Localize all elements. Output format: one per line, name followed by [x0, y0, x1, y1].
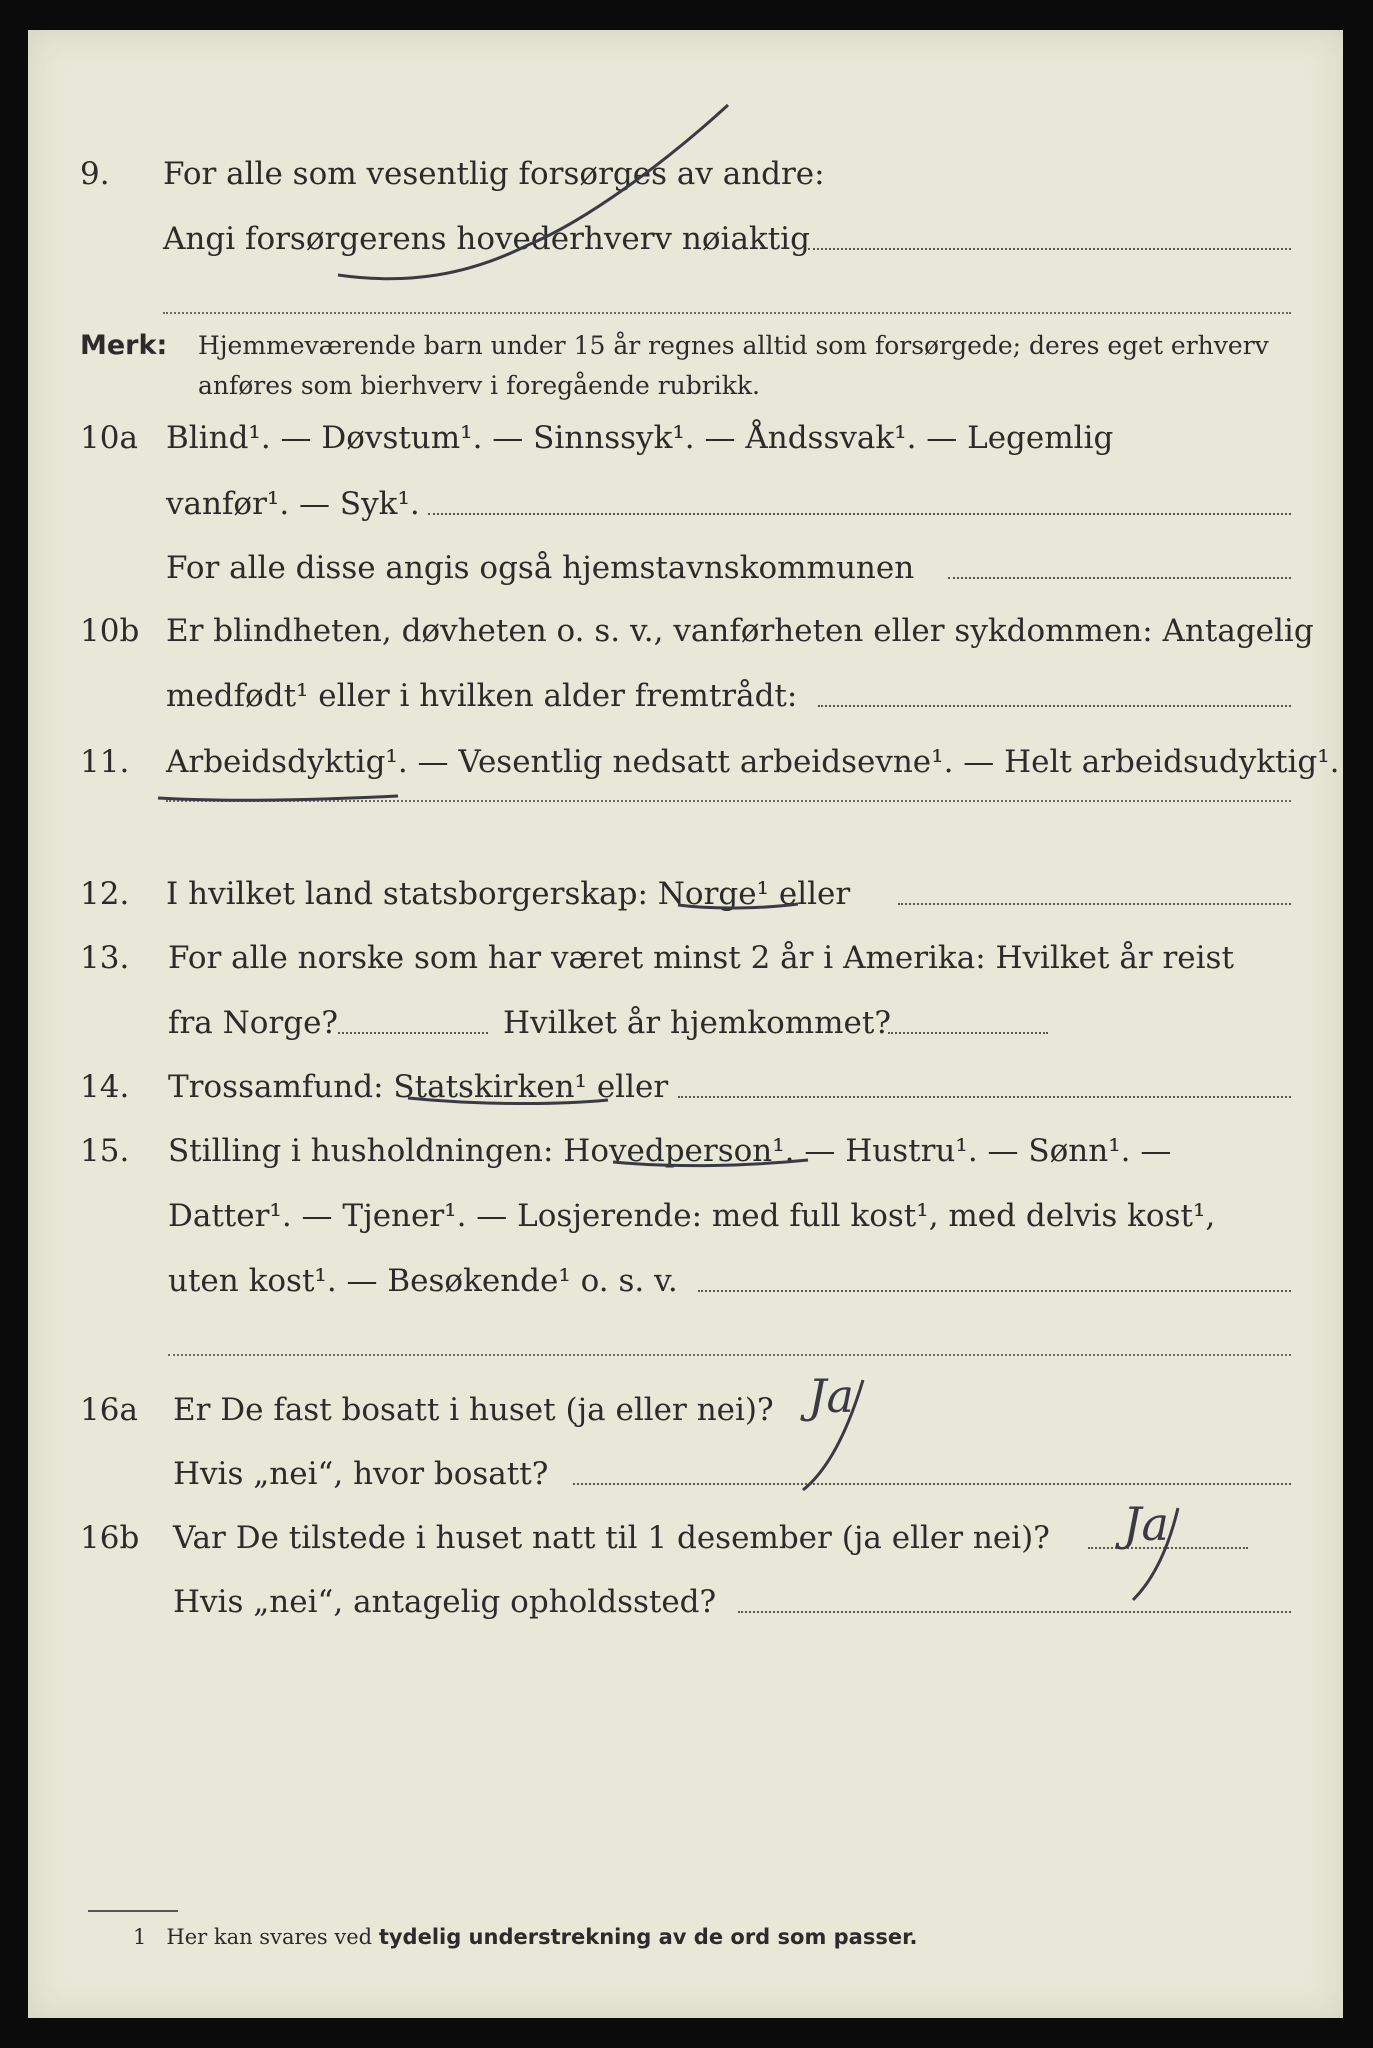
- question-10a-line-1: Blind¹. — Døvstum¹. — Sinnssyk¹. — Åndssvak¹. — Legemlig: [166, 420, 1114, 456]
- answer-line[interactable]: [168, 1354, 1291, 1356]
- question-number: 10b: [80, 613, 140, 649]
- question-number: 16b: [80, 1520, 140, 1556]
- question-number: 15.: [80, 1133, 130, 1169]
- question-number: 10a: [80, 420, 138, 456]
- question-14-line-1: Trossamfund: Statskirken¹ eller: [168, 1069, 669, 1105]
- answer-line[interactable]: [573, 1483, 1291, 1485]
- question-16b-line-1: Var De tilstede i huset natt til 1 desember (ja eller nei)?: [173, 1520, 1050, 1556]
- answer-line[interactable]: [948, 577, 1291, 579]
- question-number: 13.: [80, 940, 130, 976]
- question-13-line-1: For alle norske som har været minst 2 år i Amerika: Hvilket år reist: [168, 940, 1234, 976]
- note-label: Merk:: [80, 330, 168, 361]
- answer-line[interactable]: [338, 1032, 488, 1034]
- question-number: 12.: [80, 876, 130, 912]
- question-13-line-2a: fra Norge?: [168, 1005, 339, 1041]
- answer-line[interactable]: [808, 248, 1291, 250]
- question-number: 11.: [80, 744, 130, 780]
- question-15-line-1: Stilling i husholdningen: Hovedperson¹. — Hustru¹. — Sønn¹. —: [168, 1133, 1172, 1169]
- question-10b-line-2: medfødt¹ eller i hvilken alder fremtrådt:: [166, 678, 798, 714]
- question-number: 16a: [80, 1392, 138, 1428]
- question-10a-line-2: vanfør¹. — Syk¹.: [166, 486, 420, 522]
- footnote-rule: [88, 1910, 178, 1912]
- answer-line[interactable]: [898, 903, 1291, 905]
- answer-line[interactable]: [428, 513, 1291, 515]
- question-number: 9.: [80, 156, 110, 192]
- question-16a-line-1: Er De fast bosatt i huset (ja eller nei)?: [173, 1392, 774, 1428]
- question-10a-line-3: For alle disse angis også hjemstavnskommunen: [166, 550, 915, 586]
- answer-line[interactable]: [888, 1032, 1048, 1034]
- answer-line[interactable]: [163, 312, 1291, 314]
- note-line-1: Hjemmeværende barn under 15 år regnes alltid som forsørgede; deres eget erhverv: [198, 331, 1269, 360]
- question-15-line-3: uten kost¹. — Besøkende¹ o. s. v.: [168, 1263, 678, 1299]
- answer-line[interactable]: [818, 705, 1291, 707]
- question-16b-line-2: Hvis „nei“, antagelig opholdssted?: [173, 1584, 717, 1620]
- question-13-line-2b: Hvilket år hjemkommet?: [503, 1005, 891, 1041]
- question-number: 14.: [80, 1069, 130, 1105]
- footnote-text: Her kan svares ved: [166, 1925, 373, 1949]
- answer-line[interactable]: [678, 1096, 1291, 1098]
- question-10b-line-1: Er blindheten, døvheten o. s. v., vanførheten eller sykdommen: Antagelig: [166, 613, 1314, 649]
- note-line-2: anføres som bierhverv i foregående rubrikk.: [198, 371, 760, 400]
- answer-line[interactable]: [698, 1290, 1291, 1292]
- handwritten-answer-16a: Ja: [808, 1369, 854, 1423]
- question-9-line-2: Angi forsørgerens hovederhverv nøiaktig: [163, 221, 810, 257]
- question-12-line-1: I hvilket land statsborgerskap: Norge¹ eller: [166, 876, 851, 912]
- question-9-line-1: For alle som vesentlig forsørges av andre:: [163, 156, 825, 192]
- question-15-line-2: Datter¹. — Tjener¹. — Losjerende: med full kost¹, med delvis kost¹,: [168, 1198, 1216, 1234]
- census-form-page: [28, 30, 1343, 2018]
- question-11-line-1: Arbeidsdyktig¹. — Vesentlig nedsatt arbeidsevne¹. — Helt arbeidsudyktig¹.: [166, 744, 1340, 780]
- question-16a-line-2: Hvis „nei“, hvor bosatt?: [173, 1456, 549, 1492]
- footnote-mark: 1: [133, 1925, 147, 1949]
- answer-line[interactable]: [738, 1611, 1291, 1613]
- answer-line[interactable]: [166, 800, 1291, 802]
- footnote: [133, 1925, 917, 1949]
- footnote-bold-text: tydelig understrekning av de ord som passer.: [378, 1925, 918, 1949]
- handwritten-answer-16b: Ja: [1123, 1497, 1169, 1551]
